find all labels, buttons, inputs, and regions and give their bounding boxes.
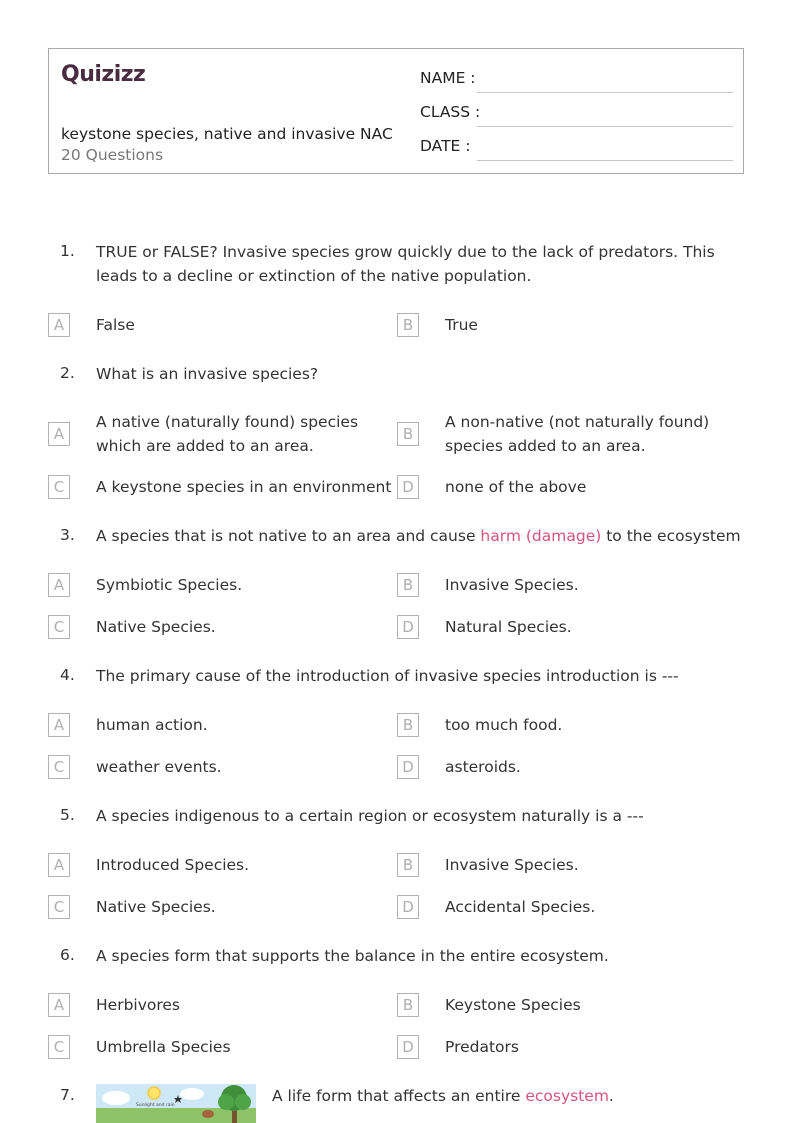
option-text: True <box>445 316 478 334</box>
question-number: 2. <box>60 364 75 382</box>
option-letter[interactable]: C <box>48 1035 70 1059</box>
option-text: human action. <box>96 716 208 734</box>
option-letter[interactable]: D <box>397 475 419 499</box>
option-text: Introduced Species. <box>96 856 250 874</box>
option-text: Invasive Species. <box>445 856 579 874</box>
option-text: Natural Species. <box>445 618 572 636</box>
ecosystem-illustration-svg <box>96 1084 256 1123</box>
question-number: 7. <box>60 1086 75 1104</box>
quizizz-logo <box>61 59 151 87</box>
option-text: Predators <box>445 1038 519 1056</box>
option-text: weather events. <box>96 758 222 776</box>
worksheet-title: keystone species, native and invasive NAC <box>61 125 393 143</box>
option-letter[interactable]: C <box>48 475 70 499</box>
option-text: Native Species. <box>96 618 216 636</box>
option-letter[interactable]: D <box>397 895 419 919</box>
option-text: Native Species. <box>96 898 216 916</box>
date-label: DATE : <box>420 137 471 155</box>
option-text: A native (naturally found) species which are added to an area. <box>96 413 359 455</box>
worksheet-header <box>48 48 744 174</box>
option-text: A keystone species in an environment <box>96 478 392 496</box>
option-letter[interactable]: B <box>397 993 419 1017</box>
option-text: Umbrella Species <box>96 1038 231 1056</box>
ecosystem-illustration <box>96 1084 256 1123</box>
option-letter[interactable]: A <box>48 422 70 446</box>
option-text: Symbiotic Species. <box>96 576 243 594</box>
date-line[interactable] <box>477 160 733 161</box>
option-text: Accidental Species. <box>445 898 596 916</box>
date-field[interactable] <box>420 137 733 161</box>
option-letter[interactable]: D <box>397 755 419 779</box>
question-number: 6. <box>60 946 75 964</box>
option-letter[interactable]: A <box>48 853 70 877</box>
option-letter[interactable]: C <box>48 615 70 639</box>
question-number: 1. <box>60 242 75 260</box>
option-letter[interactable]: B <box>397 313 419 337</box>
option-letter[interactable]: D <box>397 615 419 639</box>
class-line[interactable] <box>477 126 733 127</box>
class-field[interactable] <box>420 103 733 127</box>
question-text: TRUE or FALSE? Invasive species grow quickly due to the lack of predators. This leads to a decline or extinction of the native population. <box>96 243 715 285</box>
option-letter[interactable]: D <box>397 1035 419 1059</box>
option-text: none of the above <box>445 478 587 496</box>
name-field[interactable] <box>420 69 733 93</box>
option-letter[interactable]: C <box>48 755 70 779</box>
option-text: False <box>96 316 135 334</box>
option-text: A non-native (not naturally found) species added to an area. <box>445 413 710 455</box>
option-letter[interactable]: B <box>397 422 419 446</box>
option-letter[interactable]: C <box>48 895 70 919</box>
name-line[interactable] <box>477 92 733 93</box>
class-label: CLASS : <box>420 103 481 121</box>
option-text: too much food. <box>445 716 563 734</box>
option-letter[interactable]: A <box>48 993 70 1017</box>
question-text: A species that is not native to an area and cause harm (damage) to the ecosystem <box>96 527 741 545</box>
option-text: asteroids. <box>445 758 521 776</box>
question-text: A life form that affects an entire ecosystem. <box>272 1087 614 1105</box>
svg-text:Sunlight and rain: Sunlight and rain <box>136 1103 175 1108</box>
option-letter[interactable]: B <box>397 573 419 597</box>
question-text: The primary cause of the introduction of invasive species introduction is --- <box>96 667 679 685</box>
option-letter[interactable]: A <box>48 713 70 737</box>
option-letter[interactable]: B <box>397 713 419 737</box>
question-text: A species indigenous to a certain region or ecosystem naturally is a --- <box>96 807 644 825</box>
name-label: NAME : <box>420 69 476 87</box>
question-count: 20 Questions <box>61 146 164 164</box>
question-number: 3. <box>60 526 75 544</box>
question-text: A species form that supports the balance in the entire ecosystem. <box>96 947 609 965</box>
option-letter[interactable]: A <box>48 573 70 597</box>
option-letter[interactable]: A <box>48 313 70 337</box>
option-text: Keystone Species <box>445 996 581 1014</box>
option-text: Herbivores <box>96 996 181 1014</box>
question-number: 4. <box>60 666 75 684</box>
option-letter[interactable]: B <box>397 853 419 877</box>
svg-text:Quizizz: Quizizz <box>61 62 146 87</box>
highlighted-term: ecosystem <box>525 1087 609 1105</box>
option-text: Invasive Species. <box>445 576 579 594</box>
question-number: 5. <box>60 806 75 824</box>
question-text: What is an invasive species? <box>96 365 319 383</box>
highlighted-term: harm (damage) <box>480 527 602 545</box>
